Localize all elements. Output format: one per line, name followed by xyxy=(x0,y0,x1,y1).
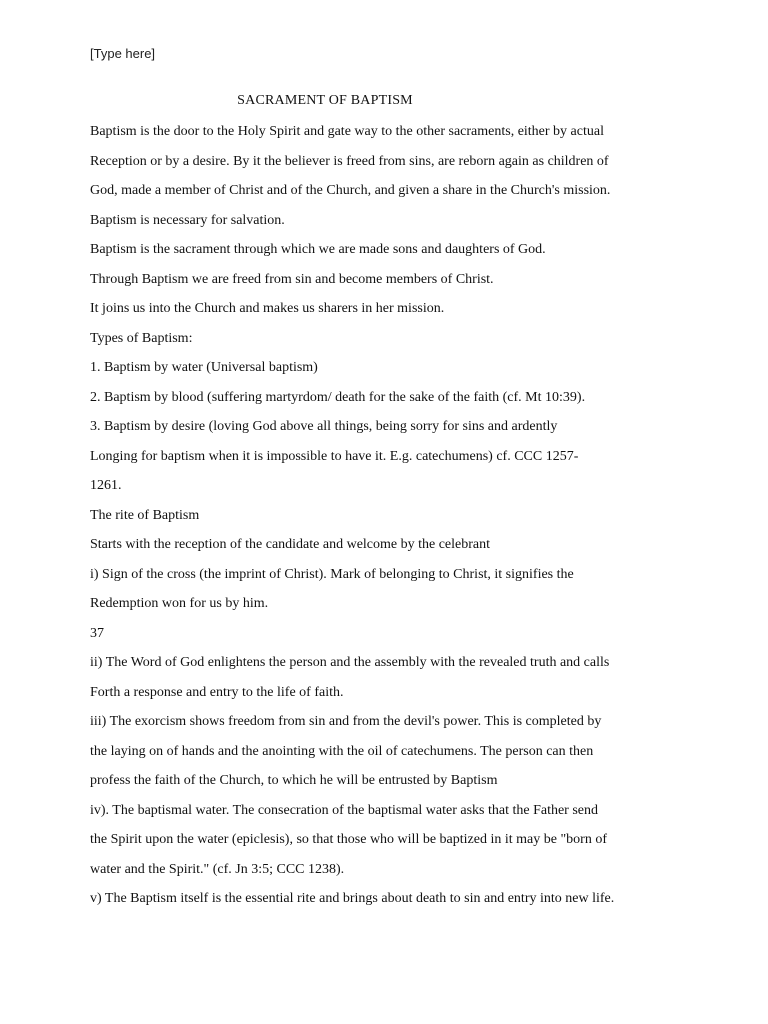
body-line: the laying on of hands and the anointing with the oil of catechumens. The person can then xyxy=(90,743,594,759)
body-line: the Spirit upon the water (epiclesis), so that those who will be baptized in it may be "born of xyxy=(90,832,607,847)
body-line: i) Sign of the cross (the imprint of Christ). Mark of belonging to Christ, it signifies the xyxy=(90,566,574,582)
body-line: God, made a member of Christ and of the Church, and given a share in the Church's mission. xyxy=(90,183,611,198)
body-line: Baptism is the sacrament through which we are made sons and daughters of God. xyxy=(90,242,546,257)
page-number: 37 xyxy=(90,625,104,641)
body-line: Starts with the reception of the candidate and welcome by the celebrant xyxy=(90,537,491,552)
body-line: Longing for baptism when it is impossible to have it. E.g. catechumens) cf. CCC 1257- xyxy=(90,448,579,464)
body-line: iv). The baptismal water. The consecration of the baptismal water asks that the Father send xyxy=(90,802,598,818)
document-body xyxy=(90,122,750,919)
body-line: water and the Spirit." (cf. Jn 3:5; CCC 1238). xyxy=(90,861,345,877)
body-line: Reception or by a desire. By it the believer is freed from sins, are reborn again as children of xyxy=(90,153,609,169)
body-line: The rite of Baptism xyxy=(90,507,200,523)
body-line: Baptism is the door to the Holy Spirit and gate way to the other sacraments, either by actual xyxy=(90,124,604,139)
body-line: iii) The exorcism shows freedom from sin and from the devil's power. This is completed by xyxy=(90,714,602,729)
header-placeholder-text[interactable]: [Type here] xyxy=(90,46,156,61)
body-line: Forth a response and entry to the life of faith. xyxy=(90,684,344,700)
body-line: Types of Baptism: xyxy=(90,330,193,346)
body-line: Through Baptism we are freed from sin and become members of Christ. xyxy=(90,271,494,287)
body-line: It joins us into the Church and makes us sharers in her mission. xyxy=(90,301,445,316)
body-line: 1. Baptism by water (Universal baptism) xyxy=(90,360,318,375)
body-line: profess the faith of the Church, to which he will be entrusted by Baptism xyxy=(90,773,498,788)
body-line: 1261. xyxy=(90,478,122,493)
body-line: ii) The Word of God enlightens the person and the assembly with the revealed truth and calls xyxy=(90,655,610,670)
body-line: Baptism is necessary for salvation. xyxy=(90,212,285,228)
document-title: SACRAMENT OF BAPTISM xyxy=(237,93,413,108)
body-line: 2. Baptism by blood (suffering martyrdom/ death for the sake of the faith (cf. Mt 10:39). xyxy=(90,389,586,405)
body-line: 3. Baptism by desire (loving God above all things, being sorry for sins and ardently xyxy=(90,419,558,434)
body-line: v) The Baptism itself is the essential rite and brings about death to sin and entry into new life. xyxy=(90,891,615,906)
body-line: Redemption won for us by him. xyxy=(90,596,269,611)
